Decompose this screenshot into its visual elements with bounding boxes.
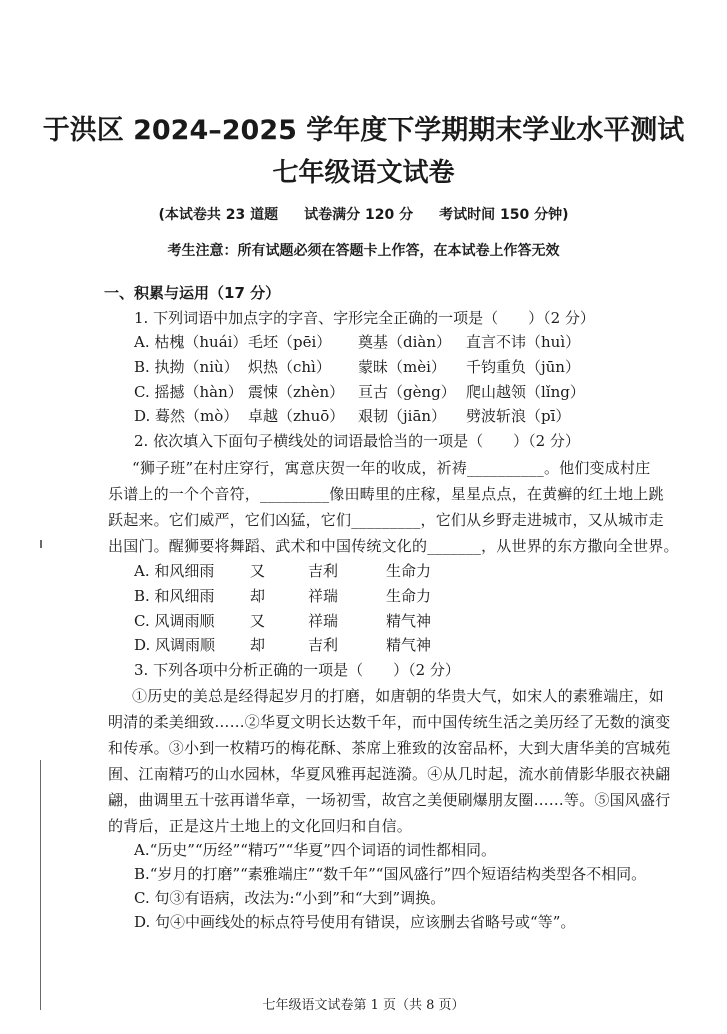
q3-passage-line: ①历史的美总是经得起岁月的打磨，如唐朝的华贵大气，如宋人的素雅端庄，如 bbox=[132, 687, 665, 705]
q2-option-d-2: 却 bbox=[250, 636, 266, 654]
scan-mark bbox=[40, 540, 42, 548]
question-count: (本试卷共 23 道题 bbox=[158, 207, 279, 223]
q2-option-b-4: 生命力 bbox=[386, 587, 432, 605]
q2-option-a-1: A. 和风细雨 bbox=[134, 562, 215, 580]
q3-passage-line: 明清的柔美细致……②华夏文明长达数千年，而中国传统生活之美历经了无数的演变 bbox=[108, 713, 671, 731]
q2-option-b-3: 祥瑞 bbox=[308, 587, 339, 605]
q3-passage-line: 囿、江南精巧的山水园林，华夏风雅再起涟漪。④从几时起，流水前倩影华服衣袂翩 bbox=[108, 765, 671, 783]
q1-option-d-1: D. 蓦然（mò） bbox=[134, 407, 239, 425]
q1-option-c-3: 亘古（gèng） bbox=[358, 383, 456, 401]
q1-option-a-2: 毛坯（pēi） bbox=[248, 333, 332, 351]
q1-option-d-3: 艰韧（jiān） bbox=[358, 407, 447, 425]
q3-option-d: D. 句④中画线处的标点符号使用有错误，应该删去省略号或“等”。 bbox=[134, 913, 576, 931]
section-heading: 一、积累与运用（17 分） bbox=[104, 284, 281, 302]
q1-option-d-2: 卓越（zhuō） bbox=[248, 407, 345, 425]
q2-option-a-2: 又 bbox=[250, 562, 266, 580]
q2-option-b-2: 却 bbox=[250, 587, 266, 605]
q2-passage-line: 乐谱上的一个个音符，_________像田畴里的庄稼，星星点点，在黄癣的红土地上跳 bbox=[108, 485, 664, 503]
exam-subtitle: 七年级语文试卷 bbox=[272, 158, 455, 188]
q2-option-c-1: C. 风调雨顺 bbox=[134, 612, 215, 630]
q1-option-c-4: 爬山越领（lǐng） bbox=[466, 383, 585, 401]
q2-option-d-1: D. 风调雨顺 bbox=[134, 636, 216, 654]
q1-option-c-1: C. 摇撼（hàn） bbox=[134, 383, 243, 401]
q3-option-a: A.“历史”“历经”“精巧”“华夏”四个词语的词性都相同。 bbox=[134, 841, 496, 859]
q3-passage-line: 和传承。③小到一枚精巧的梅花酥、茶席上雅致的汝窑品杯，大到大唐华美的宫城苑 bbox=[108, 739, 671, 757]
q2-passage-line: “狮子班”在村庄穿行，寓意庆贺一年的收成，祈祷__________。他们变成村庄 bbox=[132, 459, 651, 477]
q3-passage-line: 翩，曲调里五十弦再谱华章，一场初雪，故宫之美便刷爆朋友圈……等。⑤国风盛行 bbox=[108, 791, 671, 809]
q2-passage-line: 出国门。醒狮要将舞蹈、武术和中国传统文化的_______，从世界的东方撒向全世界。 bbox=[108, 537, 679, 555]
scan-mark bbox=[40, 760, 41, 1010]
q1-option-b-1: B. 执拗（niù） bbox=[134, 358, 239, 376]
q2-option-d-3: 吉利 bbox=[308, 636, 339, 654]
q3-passage-line: 的背后，正是这片土地上的文化回归和自信。 bbox=[108, 817, 413, 835]
exam-title: 于洪区 2024–2025 学年度下学期期末学业水平测试 bbox=[42, 115, 685, 146]
full-score: 试卷满分 120 分 bbox=[304, 207, 414, 223]
q1-option-b-3: 蒙昧（mèi） bbox=[358, 358, 446, 376]
q2-passage-line: 跃起来。它们威严，它们凶猛，它们_________，它们从乡野走进城市，又从城市走 bbox=[108, 511, 664, 529]
q1-option-b-4: 千钧重负（jūn） bbox=[466, 358, 580, 376]
page-footer: 七年级语文试卷第 1 页（共 8 页） bbox=[262, 998, 465, 1013]
q2-option-b-1: B. 和风细雨 bbox=[134, 587, 215, 605]
question-3-stem: 3. 下列各项中分析正确的一项是（ ）（2 分） bbox=[134, 661, 460, 679]
q1-option-c-2: 震悚（zhèn） bbox=[248, 383, 345, 401]
q1-option-a-3: 奠基（diàn） bbox=[358, 333, 452, 351]
q2-option-c-3: 祥瑞 bbox=[308, 612, 339, 630]
q2-option-c-2: 又 bbox=[250, 612, 266, 630]
q2-option-a-4: 生命力 bbox=[386, 562, 432, 580]
question-2-stem: 2. 依次填入下面句子横线处的词语最恰当的一项是（ ）（2 分） bbox=[134, 432, 580, 450]
question-1-stem: 1. 下列词语中加点字的字音、字形完全正确的一项是（ ）（2 分） bbox=[134, 309, 595, 327]
q1-option-b-2: 炽热（chì） bbox=[248, 358, 331, 376]
q2-option-d-4: 精气神 bbox=[386, 636, 432, 654]
q2-option-c-4: 精气神 bbox=[386, 612, 432, 630]
q1-option-a-1: A. 枯槐（huái） bbox=[134, 333, 248, 351]
exam-info bbox=[0, 204, 727, 224]
q1-option-d-4: 劈波斩浪（pī） bbox=[466, 407, 571, 425]
q1-option-a-4: 直言不讳（huì） bbox=[466, 333, 581, 351]
exam-notice: 考生注意：所有试题必须在答题卡上作答，在本试卷上作答无效 bbox=[167, 243, 560, 259]
exam-time: 考试时间 150 分钟) bbox=[439, 207, 569, 223]
q3-option-b: B.“岁月的打磨”“素雅端庄”“数千年”“国风盛行”四个短语结构类型各不相同。 bbox=[134, 865, 647, 883]
q2-option-a-3: 吉利 bbox=[308, 562, 339, 580]
q3-option-c: C. 句③有语病，改法为:“小到”和“大到”调换。 bbox=[134, 889, 446, 907]
